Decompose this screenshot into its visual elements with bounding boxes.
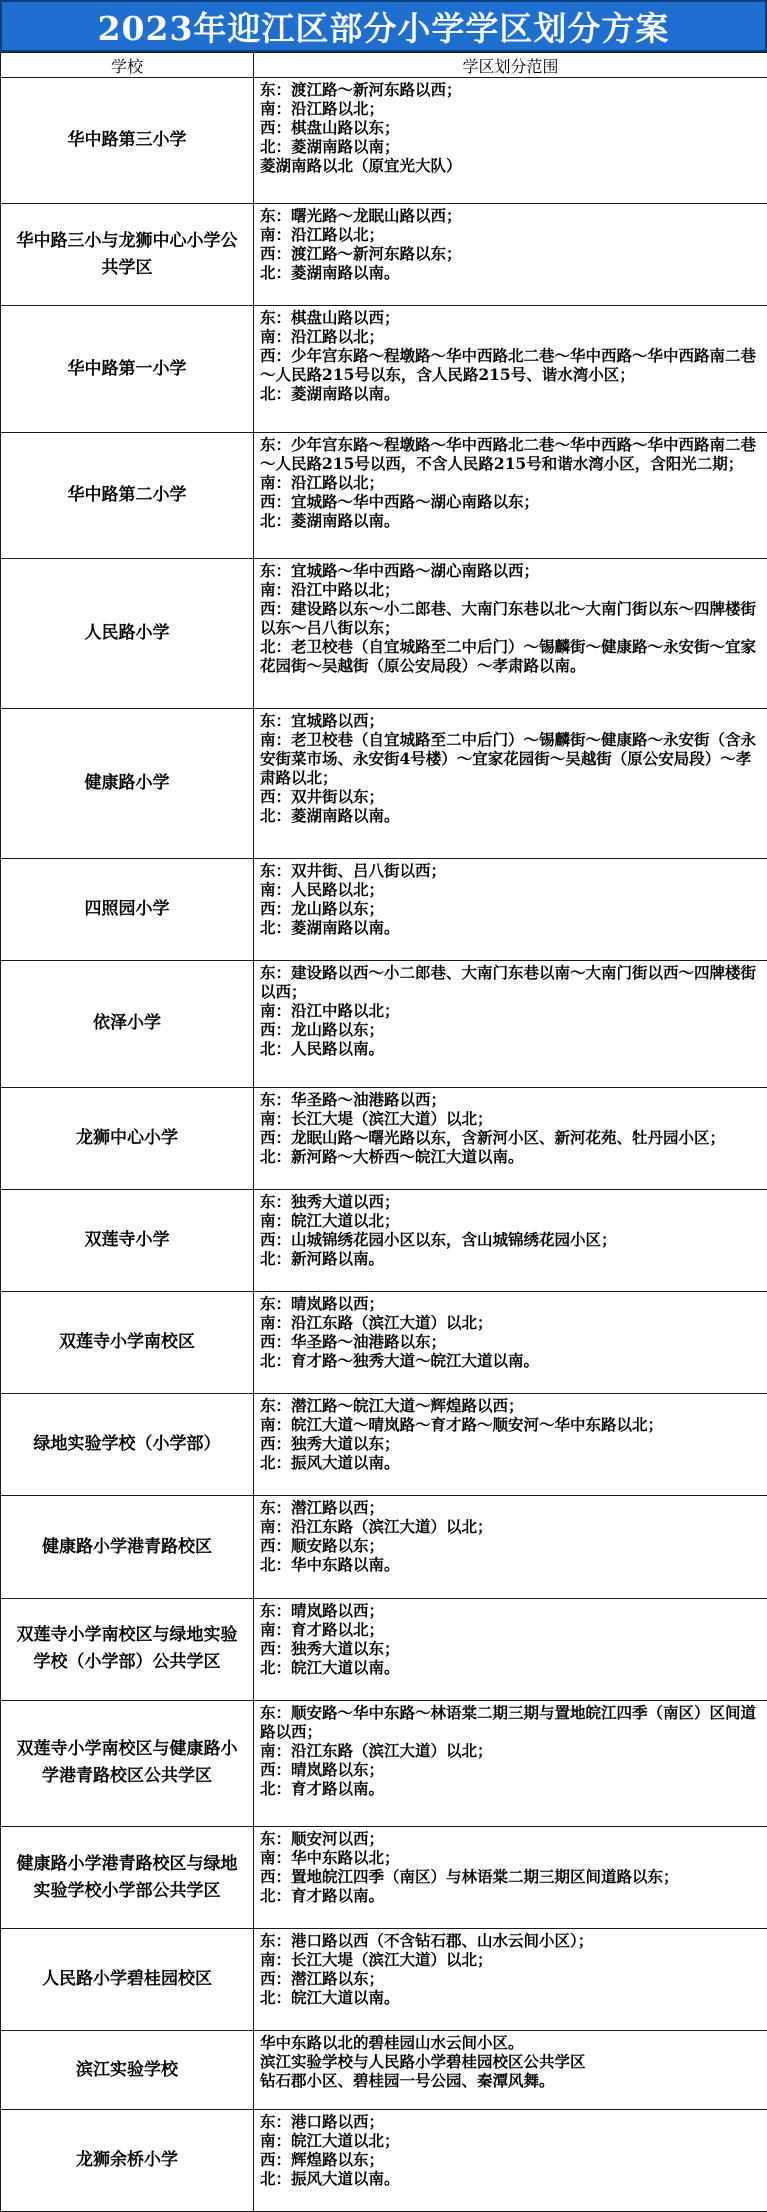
scope-line: 南：沿江路以北； [260, 327, 385, 347]
school-name: 双莲寺小学南校区与健康路小学港青路校区公共学区 [1, 1700, 254, 1826]
scope-line: 南：华中东路以北； [260, 1848, 400, 1868]
scope-line: 北：老卫校巷（自宜城路至二中后门）～锡麟街～健康路～永安街～宜家花园街～吴越街（原公安局段）～孝肃路以南。 [260, 636, 757, 675]
scope-line: 南：长江大堤（滨江大道）以北； [260, 1950, 493, 1970]
scope-line: 西：少年宫东路～程墩路～华中西路北二巷～华中西路～华中西路南二巷～人民路215号以东，含人民路215号、谐水湾小区； [260, 346, 757, 385]
school-name: 双莲寺小学南校区 [1, 1291, 254, 1393]
table-row [1, 2109, 767, 2211]
scope-line: 北：新河路以南。 [260, 1248, 385, 1268]
scope-cell [254, 1189, 767, 1291]
scope-line: 北：育才路以南。 [260, 1886, 385, 1906]
scope-cell [254, 961, 767, 1087]
scope-line: 东：宜城路～华中西路～湖心南路以西； [260, 560, 540, 580]
table-row [1, 558, 767, 708]
scope-line: 南：老卫校巷（自宜城路至二中后门）～锡麟街～健康路～永安街（含永安街菜市场、永安街4号楼）～宜家花园街～吴越街（原公安局段）～孝肃路以北； [260, 729, 757, 787]
scope-line: 西：潜江路以东； [260, 1969, 385, 1989]
scope-cell [254, 78, 767, 204]
scope-cell [254, 558, 767, 708]
scope-line: 北：菱湖南路以南。 [260, 805, 400, 825]
scope-line: 东：双井街、吕八街以西； [260, 861, 447, 881]
school-name: 双莲寺小学 [1, 1189, 254, 1291]
scope-line: 西：宜城路～华中西路～湖心南路以东； [260, 491, 540, 511]
scope-line: 东：港口路以西（不含钻石郡、山水云间小区）； [260, 1931, 594, 1951]
scope-cell [254, 1291, 767, 1393]
scope-line: 东：晴岚路以西； [260, 1600, 385, 1620]
school-name: 华中路第三小学 [1, 78, 254, 204]
scope-line: 东：棋盘山路以西； [260, 308, 400, 328]
table-header-row [1, 53, 767, 78]
school-name: 龙狮中心小学 [1, 1087, 254, 1189]
scope-line: 西：华圣路～油港路以东； [260, 1331, 447, 1351]
school-name: 双莲寺小学南校区与绿地实验学校（小学部）公共学区 [1, 1598, 254, 1700]
school-name: 四照园小学 [1, 859, 254, 961]
table-row [1, 708, 767, 858]
school-name: 依泽小学 [1, 961, 254, 1087]
scope-cell [254, 1496, 767, 1598]
scope-line: 东：潜江路～皖江大道～辉煌路以西； [260, 1396, 524, 1416]
table-row [1, 1189, 767, 1291]
scope-line: 东：宜城路以西； [260, 710, 385, 730]
scope-line: 西：龙山路以东； [260, 899, 385, 919]
school-name: 华中路三小与龙狮中心小学公共学区 [1, 204, 254, 306]
table-row [1, 432, 767, 558]
scope-line: 南：皖江大道～晴岚路～育才路～顺安河～华中东路以北； [260, 1415, 664, 1435]
scope-cell [254, 1929, 767, 2031]
district-table [0, 52, 767, 2212]
school-name: 华中路第二小学 [1, 432, 254, 558]
table-row [1, 78, 767, 204]
scope-line: 滨江实验学校与人民路小学碧桂园校区公共学区 [260, 2052, 586, 2072]
scope-line: 北：菱湖南路以南。 [260, 918, 400, 938]
document-title: 2023年迎江区部分小学学区划分方案 [0, 0, 767, 52]
scope-line: 西：独秀大道以东； [260, 1638, 400, 1658]
table-row [1, 859, 767, 961]
header-scope: 学区划分范围 [254, 53, 767, 78]
scope-line: 南：人民路以北； [260, 880, 385, 900]
scope-line: 南：沿江路以北； [260, 472, 385, 492]
school-name: 人民路小学 [1, 558, 254, 708]
header-school: 学校 [1, 53, 254, 78]
scope-line: 西：独秀大道以东； [260, 1434, 400, 1454]
scope-cell [254, 1598, 767, 1700]
scope-line: 东：顺安路～华中东路～林语棠二期三期与置地皖江四季（南区）区间道路以西； [260, 1702, 757, 1741]
scope-line: 西：辉煌路以东； [260, 2149, 385, 2169]
scope-line: 西：建设路以东～小二郎巷、大南门东巷以北～大南门街以东～四牌楼街以东～吕八街以东； [260, 598, 757, 637]
scope-line: 北：皖江大道以南。 [260, 1988, 400, 2008]
scope-line: 东：少年宫东路～程墩路～华中西路北二巷～华中西路～华中西路南二巷～人民路215号以西，不含人民路215号和谐水湾小区，含阳光二期； [260, 434, 757, 473]
scope-line: 北：人民路以南。 [260, 1039, 385, 1059]
school-name: 人民路小学碧桂园校区 [1, 1929, 254, 2031]
scope-line: 南：沿江中路以北； [260, 1001, 400, 1021]
scope-line: 北：新河路～大桥西～皖江大道以南。 [260, 1146, 524, 1166]
scope-line: 南：沿江路以北； [260, 99, 385, 118]
scope-cell [254, 432, 767, 558]
school-name: 绿地实验学校（小学部） [1, 1394, 254, 1496]
scope-line: 北：菱湖南路以南。 [260, 384, 400, 404]
scope-line: 西：龙眠山路～曙光路以东，含新河小区、新河花苑、牡丹园小区； [260, 1127, 726, 1147]
scope-line: 南：沿江东路（滨江大道）以北； [260, 1517, 493, 1537]
scope-line: 北：菱湖南路以南； [260, 137, 400, 156]
scope-cell [254, 1087, 767, 1189]
scope-line: 南：沿江中路以北； [260, 579, 400, 599]
scope-line: 北：育才路～独秀大道～皖江大道以南。 [260, 1350, 540, 1370]
scope-line: 西：棋盘山路以东； [260, 118, 400, 137]
scope-line: 东：港口路以西； [260, 2111, 385, 2131]
school-name: 滨江实验学校 [1, 2031, 254, 2109]
scope-cell [254, 2109, 767, 2211]
scope-line: 北：皖江大道以南。 [260, 1657, 400, 1677]
table-row [1, 2031, 767, 2109]
scope-line: 北：菱湖南路以南。 [260, 263, 400, 283]
scope-line: 西：顺安路以东； [260, 1536, 385, 1556]
scope-line: 华中东路以北的碧桂园山水云间小区。 [260, 2033, 524, 2053]
table-row [1, 1087, 767, 1189]
table-row [1, 1394, 767, 1496]
scope-line: 东：独秀大道以西； [260, 1191, 400, 1211]
scope-line: 东：潜江路以西； [260, 1498, 385, 1518]
scope-line: 南：沿江东路（滨江大道）以北； [260, 1312, 493, 1332]
scope-line: 东：华圣路～油港路以西； [260, 1089, 447, 1109]
scope-cell [254, 708, 767, 858]
scope-line: 南：长江大堤（滨江大道）以北； [260, 1108, 493, 1128]
scope-line: 西：双井街以东； [260, 786, 385, 806]
scope-line: 钻石郡小区、碧桂园一号公园、秦潭风舞。 [260, 2071, 555, 2091]
scope-line: 北：振风大道以南。 [260, 1453, 400, 1473]
table-row [1, 961, 767, 1087]
scope-line: 北：华中东路以南。 [260, 1555, 400, 1575]
scope-line: 北：振风大道以南。 [260, 2168, 400, 2188]
scope-line: 南：皖江大道以北； [260, 1210, 400, 1230]
scope-line: 西：龙山路以东； [260, 1020, 385, 1040]
scope-line: 东：建设路以西～小二郎巷、大南门东巷以南～大南门街以西～四牌楼街以西； [260, 963, 757, 1002]
scope-line: 西：渡江路～新河东路以东； [260, 244, 462, 264]
scope-line: 北：育才路以南。 [260, 1778, 385, 1798]
scope-line: 南：育才路以北； [260, 1619, 385, 1639]
school-name: 龙狮余桥小学 [1, 2109, 254, 2211]
table-row [1, 1291, 767, 1393]
table-row [1, 306, 767, 432]
scope-line: 西：晴岚路以东； [260, 1759, 385, 1779]
table-row [1, 1827, 767, 1929]
table-row [1, 1598, 767, 1700]
scope-line: 西：置地皖江四季（南区）与林语棠二期三期区间道路以东； [260, 1867, 679, 1887]
scope-line: 南：沿江东路（滨江大道）以北； [260, 1740, 493, 1760]
scope-cell [254, 2031, 767, 2109]
scope-cell [254, 204, 767, 306]
table-row [1, 204, 767, 306]
school-name: 健康路小学港青路校区 [1, 1496, 254, 1598]
scope-line: 东：曙光路～龙眠山路以西； [260, 206, 462, 226]
scope-line: 西：山城锦绣花园小区以东，含山城锦绣花园小区； [260, 1229, 617, 1249]
scope-cell [254, 1394, 767, 1496]
school-name: 健康路小学 [1, 708, 254, 858]
school-name: 华中路第一小学 [1, 306, 254, 432]
scope-cell [254, 1700, 767, 1826]
table-row [1, 1929, 767, 2031]
scope-cell [254, 306, 767, 432]
table-row [1, 1700, 767, 1826]
scope-line: 东：晴岚路以西； [260, 1293, 385, 1313]
scope-line: 东：顺安河以西； [260, 1829, 385, 1849]
school-name: 健康路小学港青路校区与绿地实验学校小学部公共学区 [1, 1827, 254, 1929]
scope-line: 菱湖南路以北（原宜光大队） [260, 156, 462, 175]
scope-line: 南：皖江大道以北； [260, 2130, 400, 2150]
scope-line: 东：渡江路～新河东路以西； [260, 80, 462, 99]
scope-line: 北：菱湖南路以南。 [260, 510, 400, 530]
scope-line: 南：沿江路以北； [260, 225, 385, 245]
table-row [1, 1496, 767, 1598]
scope-cell [254, 859, 767, 961]
scope-cell [254, 1827, 767, 1929]
table-body [1, 78, 767, 2212]
